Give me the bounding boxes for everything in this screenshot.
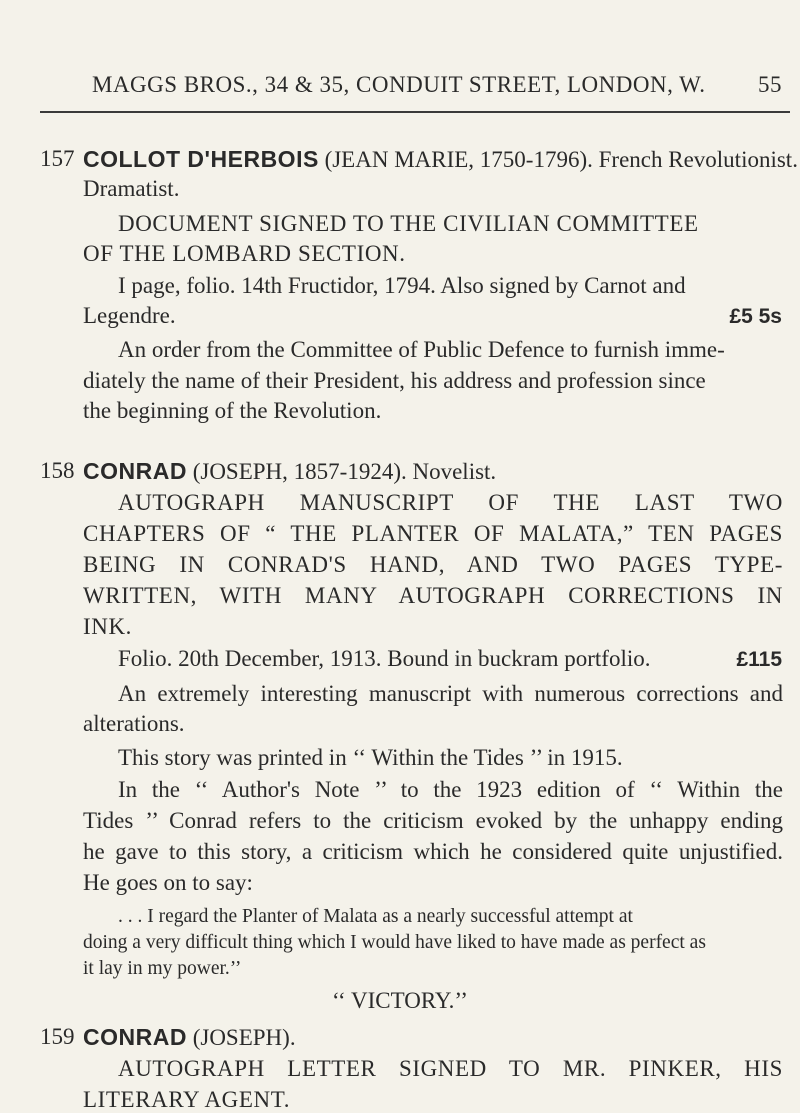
page-number: 55 <box>758 72 782 97</box>
para-line: he gave to this story, a criticism which he considered quite unjustified. <box>83 839 783 864</box>
author-name: COLLOT D'HERBOIS <box>83 146 319 172</box>
item-title-line: WRITTEN, WITH MANY AUTOGRAPH CORRECTIONS IN <box>83 583 783 608</box>
para-line: This story was printed in ‘‘ Within the Tides ’’ in 1915. <box>118 745 623 770</box>
price: £115 <box>736 648 782 671</box>
para-line: He goes on to say: <box>83 870 253 895</box>
item-title-line: AUTOGRAPH LETTER SIGNED TO MR. PINKER, HIS <box>118 1056 783 1081</box>
quote-line: doing a very difficult thing which I would have liked to have made as perfect as <box>83 932 706 953</box>
item-title-line: INK. <box>83 614 133 639</box>
note-line: diately the name of their President, his address and profession since <box>83 368 706 393</box>
note-line: An order from the Committee of Public Defence to furnish imme- <box>118 337 725 362</box>
lot-number: 158 <box>40 458 75 483</box>
author-name: CONRAD <box>83 1024 187 1050</box>
lot-heading <box>83 146 798 173</box>
lot-heading <box>83 1024 296 1051</box>
author-subtitle: (JOSEPH, 1857-1924). Novelist. <box>192 459 497 484</box>
para-line: alterations. <box>83 711 185 736</box>
item-desc-line: Legendre. <box>83 303 176 328</box>
item-desc-line: Folio. 20th December, 1913. Bound in buckram portfolio. <box>118 646 651 671</box>
price: £5 5s <box>729 305 782 328</box>
item-title-line: DOCUMENT SIGNED TO THE CIVILIAN COMMITTEE <box>118 211 699 236</box>
item-title-line: OF THE LOMBARD SECTION. <box>83 241 406 266</box>
author-subtitle: (JEAN MARIE, 1750-1796). French Revolutionist. <box>324 147 798 172</box>
item-desc-line: I page, folio. 14th Fructidor, 1794. Also signed by Carnot and <box>118 273 686 298</box>
item-title-line: BEING IN CONRAD'S HAND, AND TWO PAGES TYPE- <box>83 552 783 577</box>
header-rule <box>40 111 790 113</box>
lot-heading <box>83 458 496 485</box>
para-line: An extremely interesting manuscript with numerous corrections and <box>118 681 783 706</box>
quote-line: . . . I regard the Planter of Malata as a nearly successful attempt at <box>118 906 633 927</box>
quote-line: it lay in my power.’’ <box>83 958 242 979</box>
author-subtitle: (JOSEPH). <box>192 1025 296 1050</box>
note-line: the beginning of the Revolution. <box>83 398 382 423</box>
para-line: In the ‘‘ Author's Note ’’ to the 1923 edition of ‘‘ Within the <box>118 777 783 802</box>
para-line: Tides ’’ Conrad refers to the criticism evoked by the unhappy ending <box>83 808 783 833</box>
section-heading: ‘‘ VICTORY.’’ <box>332 988 468 1013</box>
item-title-line: CHAPTERS OF “ THE PLANTER OF MALATA,” TEN PAGES <box>83 521 783 546</box>
lot-number: 159 <box>40 1024 75 1049</box>
header-text: MAGGS BROS., 34 & 35, CONDUIT STREET, LONDON, W. <box>92 72 706 97</box>
item-title-line: LITERARY AGENT. <box>83 1087 291 1112</box>
author-line2: Dramatist. <box>83 176 180 201</box>
page-header <box>92 72 782 98</box>
lot-number: 157 <box>40 146 75 171</box>
author-name: CONRAD <box>83 458 187 484</box>
item-title-line: AUTOGRAPH MANUSCRIPT OF THE LAST TWO <box>118 490 783 515</box>
